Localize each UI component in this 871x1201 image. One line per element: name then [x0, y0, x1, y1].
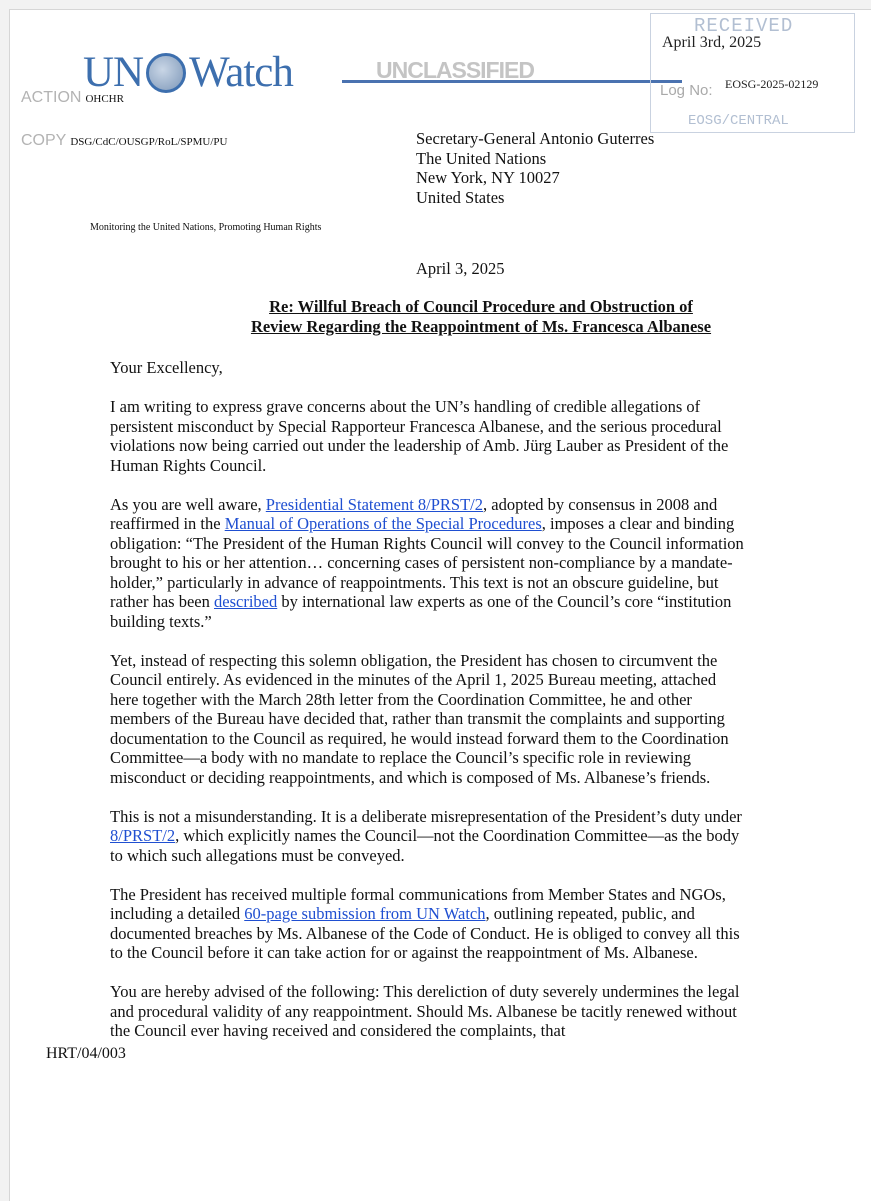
letter-body	[110, 358, 746, 1060]
document-link[interactable]: 8/PRST/2	[110, 826, 176, 845]
paragraph-text: I am writing to express grave concerns about the UN’s handling of credible allegations of persistent misconduct by Special Rapporteur Francesca Albanese, and the serious procedural violations now being carried out under the leadership of Amb. Jürg Lauber as President of the Human Rights Council.	[110, 397, 729, 475]
classification-stamp: UNCLASSIFIED	[376, 57, 534, 83]
paragraph-text: , adopted by consensus in 2008 and reaffirmed in the	[110, 494, 718, 533]
body-paragraph	[110, 495, 746, 632]
body-paragraph	[110, 885, 746, 963]
address-line: The United Nations	[416, 148, 547, 168]
logo-text-watch: Watch	[189, 49, 293, 96]
body-paragraph	[110, 982, 746, 1041]
salutation: Your Excellency,	[110, 358, 223, 377]
copy-label: COPY	[21, 132, 67, 149]
paragraph-text: As you are well aware,	[110, 494, 266, 514]
received-date: April 3rd, 2025	[662, 34, 762, 51]
received-label: RECEIVED	[694, 15, 794, 37]
paragraph-text: , outlining repeated, public, and documented breaches by Ms. Albanese of the Code of Conduct. He is obliged to convey all this to the Council before it can take action for or against the reappointment of Ms. Albanese.	[110, 904, 740, 962]
subject-line-2: Review Regarding the Reappointment of Ms. Francesca Albanese	[250, 316, 712, 336]
paragraph-text: The President has received multiple formal communications from Member States and NGOs, including a detailed	[110, 884, 726, 923]
copy-line	[21, 132, 227, 150]
action-label: ACTION	[21, 89, 82, 106]
subject-line	[110, 297, 852, 336]
paragraph-text: , which explicitly names the Council—not the Coordination Committee—as the body to which such allegations must be conveyed.	[110, 826, 740, 865]
subject-line-1: Re: Willful Breach of Council Procedure and Obstruction of	[269, 297, 693, 316]
paragraph-text: This is not a misunderstanding. It is a deliberate misrepresentation of the President’s duty under	[110, 806, 742, 826]
copy-value: DSG/CdC/OUSGP/RoL/SPMU/PU	[70, 136, 228, 148]
address-line: United States	[416, 187, 505, 207]
recipient-address	[416, 129, 654, 207]
document-link[interactable]: Presidential Statement 8/PRST/2	[265, 494, 484, 514]
action-line	[21, 89, 124, 107]
address-line: Secretary-General Antonio Guterres	[416, 129, 655, 148]
address-line: New York, NY 10027	[416, 168, 560, 187]
paragraph-text: You are hereby advised of the following: This dereliction of duty severely undermines the legal and procedural validity of any reappointment. Should Ms. Albanese be tacitly renewed without the Council ever having received and considered the complaints, that	[110, 982, 740, 1040]
logo-text-un: UN	[83, 49, 144, 96]
document-link[interactable]: 60-page submission from UN Watch	[244, 904, 486, 923]
motto: Monitoring the United Nations, Promoting Human Rights	[90, 222, 322, 233]
letter-page	[9, 9, 871, 1201]
paragraph-text: , imposes a clear and binding obligation: “The President of the Human Rights Council will convey to the Council information brought to his or her attention… concerning cases of persistent non-compliance by a mandate-holder,” particularly in advance of reappointments. This text is not an obscure guideline, but rather has been	[110, 514, 744, 611]
paragraph-text: by international law experts as one of the Council’s core “institution building texts.”	[110, 592, 732, 631]
office-label: EOSG/CENTRAL	[688, 113, 789, 129]
body-paragraph	[110, 807, 746, 866]
log-label: Log No:	[660, 82, 713, 99]
globe-icon	[146, 53, 186, 93]
letter-date: April 3, 2025	[416, 259, 505, 278]
document-link[interactable]: Manual of Operations of the Special Procedures	[224, 514, 542, 533]
reference-code: HRT/04/003	[46, 1045, 126, 1062]
body-paragraph	[110, 397, 746, 475]
document-link[interactable]: described	[214, 592, 278, 611]
paragraph-text: Yet, instead of respecting this solemn obligation, the President has chosen to circumvent the Council entirely. As evidenced in the minutes of the April 1, 2025 Bureau meeting, attached here together with the March 28th letter from the Coordination Committee, he and other members of the Bureau have decided that, rather than transmit the complaints and supporting documentation to the Council as required, he would instead forward them to the Coordination Committee—a body with no mandate to replace the Council’s specific role in reviewing misconduct or deciding reappointments, and which is composed of Ms. Albanese’s friends.	[110, 650, 729, 787]
body-paragraph	[110, 651, 746, 788]
log-number: EOSG-2025-02129	[725, 77, 819, 91]
action-value: OHCHR	[85, 93, 124, 105]
